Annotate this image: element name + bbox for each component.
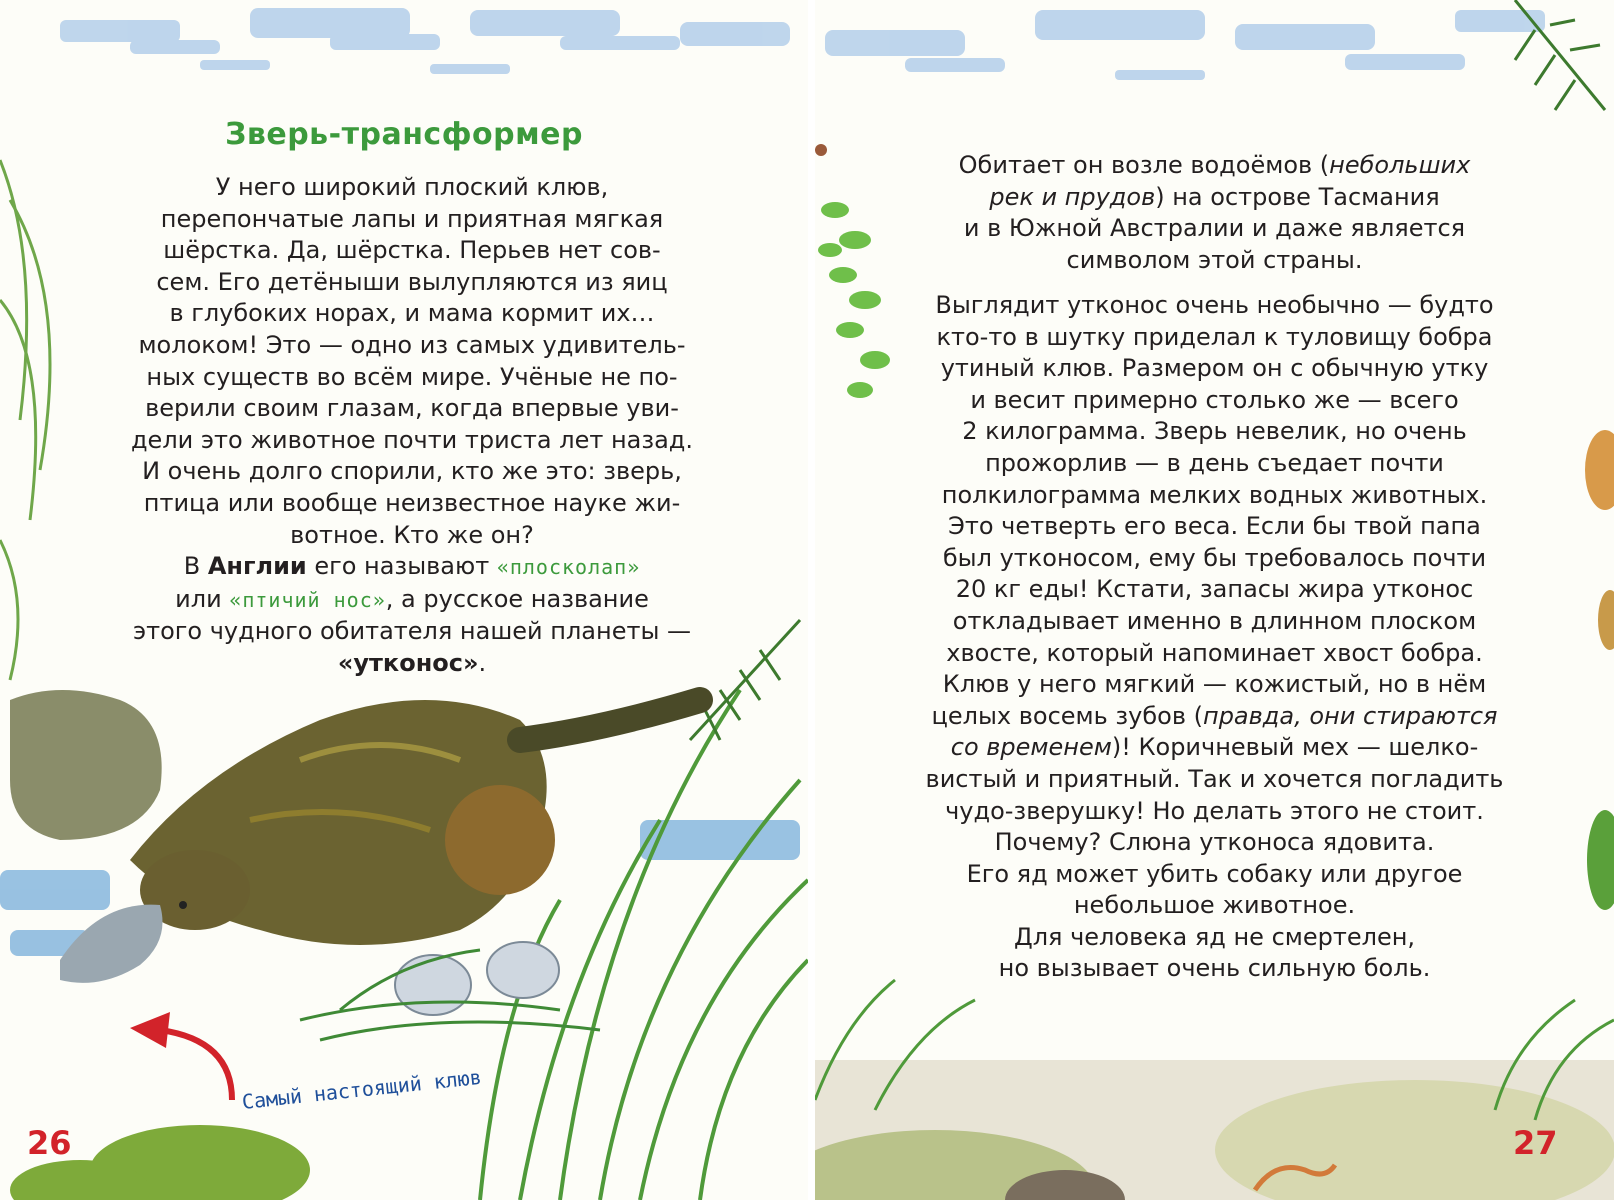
text-line: вотное. Кто же он? <box>290 520 534 549</box>
text-line: кто-то в шутку приделал к туловищу бобра <box>936 322 1493 351</box>
names-line-4 <box>112 648 712 680</box>
text-line: 2 килограмма. Зверь невелик, но очень <box>962 417 1467 446</box>
text-line: Для человека яд не смертелен, <box>1013 922 1416 951</box>
text-line: Его яд может убить собаку или другое <box>966 859 1463 888</box>
text-fragment: или <box>175 584 230 613</box>
text-line: птица или вообще неизвестное науке жи- <box>143 488 681 517</box>
text-line <box>815 150 1614 182</box>
text-fragment: . <box>478 648 487 677</box>
text-fragment: , а русское название <box>385 584 649 613</box>
text-line: и в Южной Австралии и даже является <box>963 214 1466 243</box>
text-line: и весит примерно столько же — всего <box>970 385 1459 414</box>
names-line-1 <box>112 551 712 584</box>
english-name-1: «плосколап» <box>496 555 641 580</box>
text-line: этого чудного обитателя нашей планеты — <box>132 617 692 646</box>
text-line: был утконосом, ему бы требовалось почти <box>942 543 1487 572</box>
text-line: небольшое животное. <box>1073 891 1356 920</box>
italic-fragment: рек и прудов <box>989 182 1156 211</box>
conifer-top <box>1515 0 1605 110</box>
text-line: шёрстка. Да, шёрстка. Перьев нет сов- <box>163 236 661 265</box>
text-line <box>815 182 1614 214</box>
page-gutter <box>808 0 815 1200</box>
page-number-left: 26 <box>27 1124 72 1162</box>
text-line: но вызывает очень сильную боль. <box>998 954 1431 983</box>
text-line <box>815 701 1614 733</box>
text-line: утиный клюв. Размером он с обычную утку <box>940 354 1489 383</box>
text-line: сем. Его детёныши вылупляются из яиц <box>156 267 668 296</box>
text-line: символом этой страны. <box>1066 245 1363 274</box>
text-fragment: В <box>183 552 208 581</box>
caption-arrow-head <box>130 1012 170 1048</box>
left-grass <box>0 160 50 680</box>
caption-arrow <box>160 1030 232 1100</box>
text-line: 20 кг еды! Кстати, запасы жира утконос <box>955 575 1474 604</box>
text-line: ных существ во всём мире. Учёные не по- <box>146 362 678 391</box>
left-body-text <box>112 172 712 680</box>
text-line: чудо-зверушку! Но делать этого не стоит. <box>945 796 1484 825</box>
text-line: откладывает именно в длинном плоском <box>952 606 1477 635</box>
beak-caption: Самый настоящий клюв <box>240 1064 483 1114</box>
right-page <box>815 0 1614 1200</box>
text-line: вистый и приятный. Так и хочется погладить <box>925 764 1504 793</box>
text-line: прожорлив — в день съедает почти <box>985 448 1444 477</box>
names-line-2 <box>112 584 712 617</box>
italic-fragment: со временем <box>950 733 1112 762</box>
text-line <box>815 732 1614 764</box>
text-line: верили своим глазам, когда впервые уви- <box>145 394 679 423</box>
text-line: полкилограмма мелких водных животных. <box>941 480 1488 509</box>
text-line: дели это животное почти триста лет назад. <box>130 425 694 454</box>
text-fragment: )! Коричневый мех — шелко- <box>1111 733 1479 762</box>
russian-name: «утконос» <box>337 648 479 677</box>
page-number-right: 27 <box>1513 1124 1558 1162</box>
page-title: Зверь-трансформер <box>225 117 583 152</box>
text-fragment: его называют <box>306 552 497 581</box>
sky-clouds <box>60 8 790 74</box>
rock <box>10 690 162 840</box>
country-name: Англии <box>207 552 307 581</box>
sky-clouds <box>825 10 1545 80</box>
italic-fragment: правда, они стираются <box>1203 701 1498 730</box>
text-fragment: целых восемь зубов ( <box>931 701 1203 730</box>
text-line: Почему? Слюна утконоса ядовита. <box>994 828 1435 857</box>
text-line: хвосте, который напоминает хвост бобра. <box>946 638 1483 667</box>
text-line: Это четверть его веса. Если бы твой папа <box>948 512 1481 541</box>
text-line: Выглядит утконос очень необычно — будто <box>935 291 1494 319</box>
text-line: перепончатые лапы и приятная мягкая <box>160 204 664 233</box>
text-line: молоком! Это — одно из самых удивитель- <box>138 330 686 359</box>
ground <box>815 1060 1614 1200</box>
english-name-2: «птичий нос» <box>229 587 386 612</box>
text-fragment: ) на острове Тасмания <box>1155 182 1440 211</box>
text-line: И очень долго спорили, кто же это: зверь, <box>142 457 682 486</box>
text-line: У него широкий плоский клюв, <box>215 173 609 201</box>
text-line: Клюв у него мягкий — кожистый, но в нём <box>942 670 1487 699</box>
right-paragraph-2 <box>815 290 1614 985</box>
text-fragment: Обитает он возле водоёмов ( <box>958 151 1330 179</box>
right-paragraph-1 <box>815 150 1614 276</box>
italic-fragment: небольших <box>1329 151 1471 179</box>
text-line: в глубоких норах, и мама кормит их… <box>169 299 655 328</box>
